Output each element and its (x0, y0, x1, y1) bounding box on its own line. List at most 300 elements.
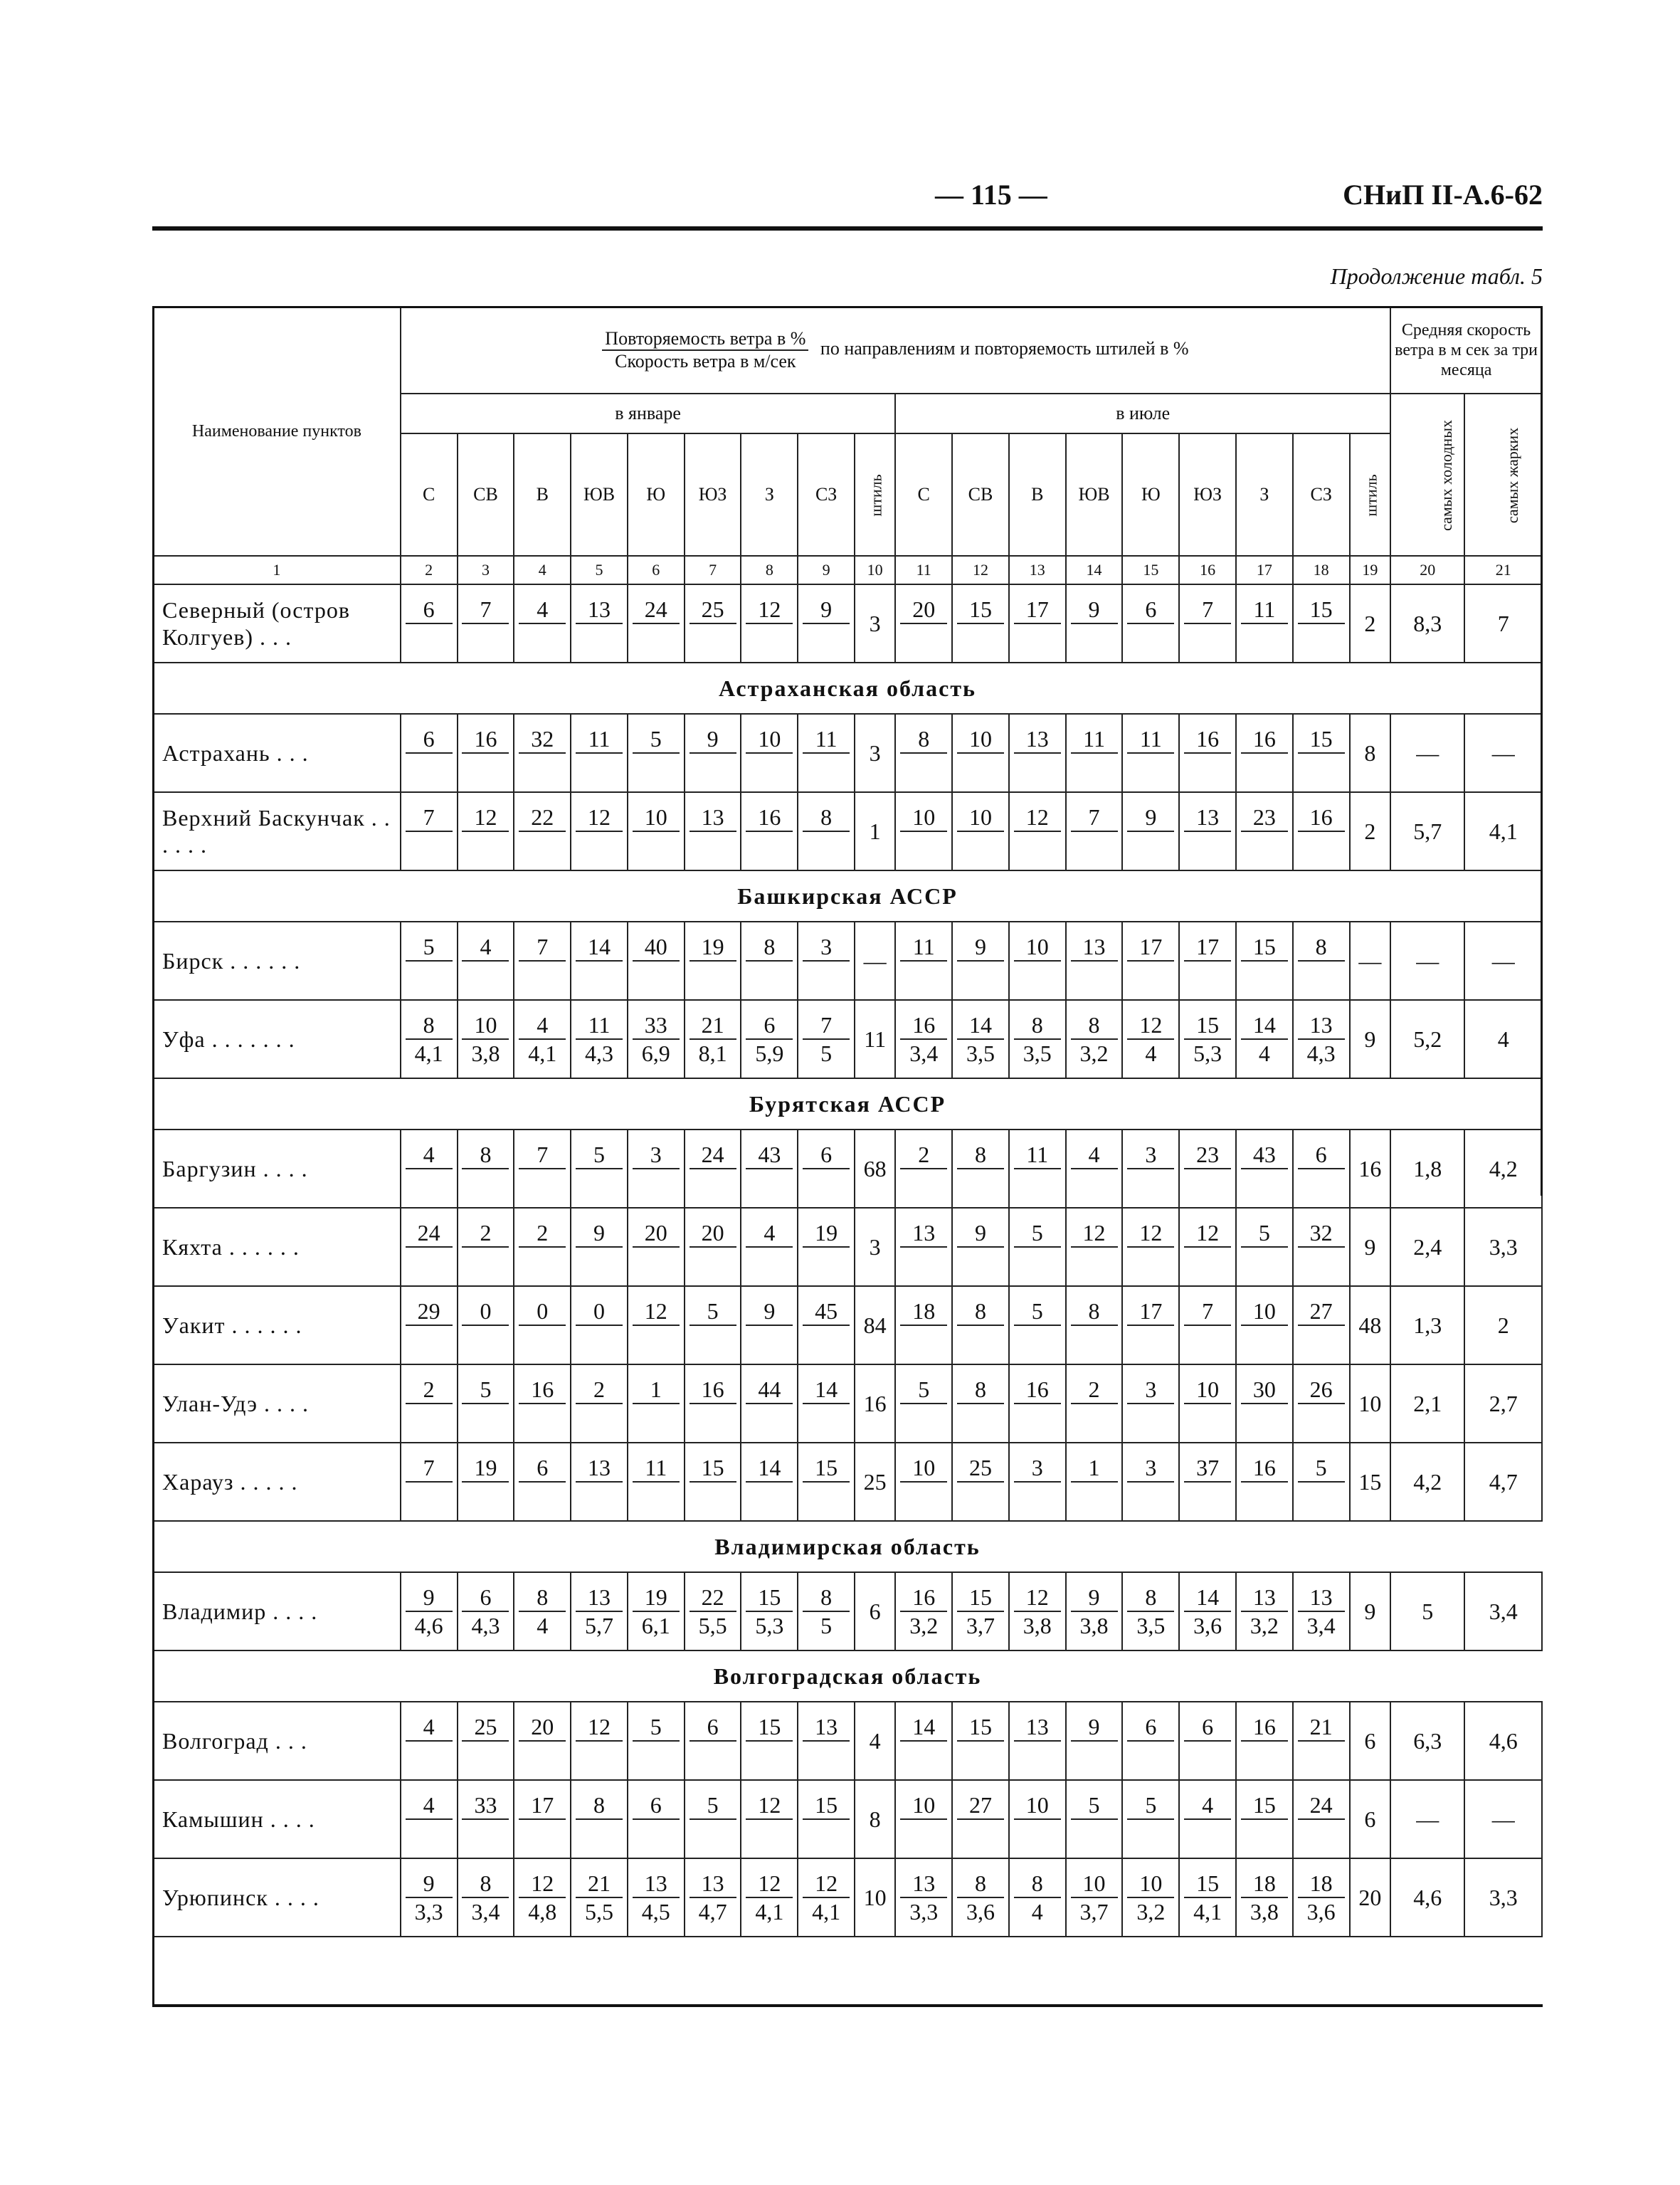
fraction (406, 1713, 453, 1769)
jan-direction-cell (741, 1572, 798, 1650)
fraction (1298, 1870, 1345, 1925)
repeatability-value: 7 (519, 933, 566, 962)
jan-direction-cell (514, 1572, 571, 1650)
fraction (1298, 725, 1345, 781)
fraction (957, 725, 1004, 781)
speed-value (690, 754, 736, 781)
repeatability-value: 10 (1071, 1870, 1118, 1898)
repeatability-value: 13 (576, 1584, 623, 1612)
fraction (1184, 1219, 1231, 1275)
fraction (462, 1376, 509, 1431)
repeatability-value: 8 (803, 804, 850, 832)
jan-calm-value: 10 (855, 1858, 895, 1937)
repeatability-value: 21 (576, 1870, 623, 1898)
speed-value (1241, 1326, 1288, 1353)
repeatability-value: 15 (803, 1791, 850, 1820)
speed-value (1184, 1326, 1231, 1353)
speed-value (957, 832, 1004, 859)
fraction (690, 1141, 736, 1196)
repeatability-value: 3 (1014, 1454, 1061, 1483)
speed-value (576, 832, 623, 859)
fraction (1014, 596, 1061, 651)
repeatability-value: 6 (406, 596, 453, 624)
speed-value (1014, 1248, 1061, 1275)
speed-value (576, 1248, 623, 1275)
jan-direction-cell (685, 922, 741, 1000)
name-header: Наименование пунктов (153, 307, 401, 556)
document-code: СНиП II-А.6-62 (1343, 179, 1543, 211)
fraction (746, 933, 793, 989)
fraction (957, 1713, 1004, 1769)
speed-value (1298, 1483, 1345, 1510)
repeatability-value: 8 (957, 1870, 1004, 1898)
jul-direction-cell (1009, 1443, 1066, 1521)
repeatability-value: 14 (746, 1454, 793, 1483)
speed-value: 4 (1031, 1899, 1043, 1925)
jan-direction-cell (798, 1000, 855, 1078)
coldest-speed-value: — (1390, 922, 1464, 1000)
station-row (153, 1780, 1542, 1858)
repeatability-value: 10 (1241, 1297, 1288, 1326)
fraction (633, 1219, 680, 1275)
jul-calm-value: 9 (1350, 1572, 1391, 1650)
repeatability-value: 10 (1127, 1870, 1174, 1898)
repeatability-value: 1 (1071, 1454, 1118, 1483)
fraction (1241, 1376, 1288, 1431)
speed-value (900, 962, 947, 989)
jul-direction-cell (952, 1780, 1009, 1858)
jan-direction-cell (628, 1208, 685, 1286)
speed-value: 4,7 (698, 1899, 727, 1925)
repeatability-value: 8 (1071, 1297, 1118, 1326)
jan-direction-cell (741, 1780, 798, 1858)
jan-direction-cell (571, 1364, 628, 1443)
jan-direction-cell (798, 1858, 855, 1937)
fraction (746, 1141, 793, 1196)
speed-value: 5,3 (755, 1613, 784, 1638)
fraction (900, 1584, 947, 1639)
jul-direction-cell (1179, 1702, 1236, 1780)
jul-calm-value: 2 (1350, 792, 1391, 870)
jan-direction-cell (401, 1130, 458, 1208)
repeatability-value: 2 (406, 1376, 453, 1404)
repeatability-value: 32 (519, 725, 566, 754)
fraction (633, 1297, 680, 1353)
speed-value (633, 754, 680, 781)
repeatability-value: 13 (1298, 1011, 1345, 1040)
jan-direction-cell (401, 792, 458, 870)
jul-direction-cell (1179, 714, 1236, 792)
repeatability-value: 4 (519, 1011, 566, 1040)
speed-value: 4,1 (528, 1041, 557, 1066)
jul-direction-cell (895, 1702, 952, 1780)
speed-value (1241, 624, 1288, 651)
fraction (633, 1011, 680, 1067)
repeatability-value: 8 (957, 1376, 1004, 1404)
speed-value (1014, 1483, 1061, 1510)
fraction (406, 804, 453, 859)
jan-direction-cell (571, 1572, 628, 1650)
fraction (900, 1219, 947, 1275)
repeatability-value: 24 (690, 1141, 736, 1169)
repeatability-value: 8 (803, 1584, 850, 1612)
jan-direction-cell (685, 584, 741, 663)
fraction (1241, 1011, 1288, 1067)
speed-value (1298, 1742, 1345, 1769)
repeatability-value: 5 (633, 1713, 680, 1742)
speed-value (1071, 1404, 1118, 1431)
repeatability-value: 23 (1184, 1141, 1231, 1169)
repeatability-value: 4 (406, 1141, 453, 1169)
jan-direction-cell (514, 1130, 571, 1208)
hottest-months-header (1464, 394, 1542, 556)
fraction (1014, 1141, 1061, 1196)
jul-direction-cell (952, 1443, 1009, 1521)
column-number-2: 2 (401, 556, 458, 584)
speed-value: 3,5 (1023, 1041, 1052, 1066)
speed-value (690, 1169, 736, 1196)
station-name: Камышин . . . . (153, 1780, 401, 1858)
repeatability-value: 18 (1298, 1870, 1345, 1898)
fraction (1071, 1584, 1118, 1639)
jul-direction-cell (1293, 584, 1350, 663)
repeatability-value: 14 (1184, 1584, 1231, 1612)
page-header (152, 178, 1543, 221)
fraction (633, 725, 680, 781)
speed-value (1014, 832, 1061, 859)
repeatability-value: 22 (690, 1584, 736, 1612)
column-number-9: 9 (798, 556, 855, 584)
jul-direction-cell (1293, 1702, 1350, 1780)
fraction (633, 1870, 680, 1925)
repeatability-value: 19 (633, 1584, 680, 1612)
speed-value (519, 1326, 566, 1353)
jan-direction-cell (458, 922, 514, 1000)
repeatability-value: 12 (519, 1870, 566, 1898)
jan-calm-value: 68 (855, 1130, 895, 1208)
fraction (406, 1870, 453, 1925)
fraction (462, 1870, 509, 1925)
direction-header-jan-2: СВ (458, 433, 514, 556)
jan-direction-cell (628, 1364, 685, 1443)
fraction (1014, 1376, 1061, 1431)
column-number-21: 21 (1464, 556, 1542, 584)
repeatability-value: 13 (803, 1713, 850, 1742)
jul-direction-cell (1179, 792, 1236, 870)
repeatability-value: 16 (690, 1376, 736, 1404)
coldest-speed-value: 2,1 (1390, 1364, 1464, 1443)
jul-direction-cell (1293, 714, 1350, 792)
repeatability-value: 5 (462, 1376, 509, 1404)
fraction (519, 804, 566, 859)
coldest-speed-value: 6,3 (1390, 1702, 1464, 1780)
column-number-5: 5 (571, 556, 628, 584)
repeatability-value: 12 (462, 804, 509, 832)
fraction (746, 1376, 793, 1431)
speed-value (746, 1169, 793, 1196)
speed-value: 3,8 (1023, 1613, 1052, 1638)
jan-direction-cell (458, 1702, 514, 1780)
station-row (153, 714, 1542, 792)
column-number-1: 1 (153, 556, 401, 584)
jul-direction-cell (1122, 714, 1179, 792)
hottest-speed-value: 3,3 (1464, 1208, 1542, 1286)
jul-direction-cell (1179, 1286, 1236, 1364)
speed-value (462, 962, 509, 989)
station-row (153, 1208, 1542, 1286)
jan-direction-cell (571, 714, 628, 792)
jul-direction-cell (1009, 922, 1066, 1000)
jul-direction-cell (1009, 1208, 1066, 1286)
fraction (957, 1297, 1004, 1353)
repeatability-value: 23 (1241, 804, 1288, 832)
repeatability-value: 11 (1071, 725, 1118, 754)
repeatability-value: 9 (746, 1297, 793, 1326)
speed-value (1298, 754, 1345, 781)
speed-value (1298, 1820, 1345, 1847)
jul-direction-cell (952, 1702, 1009, 1780)
repeatability-value: 24 (1298, 1791, 1345, 1820)
repeatability-value: 11 (1241, 596, 1288, 624)
jul-direction-cell (1122, 1572, 1179, 1650)
repeatability-value: 43 (746, 1141, 793, 1169)
fraction (1071, 596, 1118, 651)
speed-value: 5 (820, 1041, 833, 1066)
fraction (957, 1011, 1004, 1067)
fraction (1127, 725, 1174, 781)
jul-calm-value: 9 (1350, 1000, 1391, 1078)
speed-value (519, 624, 566, 651)
jan-direction-cell (741, 1858, 798, 1937)
july-header: в июле (895, 394, 1390, 433)
fraction (633, 933, 680, 989)
speed-value (1127, 1742, 1174, 1769)
jul-direction-cell (1122, 584, 1179, 663)
jul-direction-cell (1066, 584, 1123, 663)
direction-header-jan-1: С (401, 433, 458, 556)
fraction (576, 1454, 623, 1510)
jul-direction-cell (895, 1443, 952, 1521)
fraction (1071, 933, 1118, 989)
speed-value: 4,8 (528, 1899, 557, 1925)
speed-value (1014, 624, 1061, 651)
speed-value (957, 624, 1004, 651)
repeatability-value: 43 (1241, 1141, 1288, 1169)
jul-direction-cell (1236, 1208, 1293, 1286)
speed-value (803, 1326, 850, 1353)
fraction (1298, 1141, 1345, 1196)
speed-value (519, 832, 566, 859)
repeatability-value: 16 (1241, 725, 1288, 754)
repeatability-value: 8 (957, 1297, 1004, 1326)
jul-direction-cell (1179, 1780, 1236, 1858)
repeatability-value: 2 (1071, 1376, 1118, 1404)
region-title: Волгоградская область (153, 1650, 1542, 1702)
speed-value (900, 624, 947, 651)
fraction (746, 1297, 793, 1353)
jan-direction-cell (741, 1702, 798, 1780)
fraction (1298, 596, 1345, 651)
repeatability-value: 0 (576, 1297, 623, 1326)
speed-value (746, 1404, 793, 1431)
fraction (1127, 1454, 1174, 1510)
fraction (803, 1297, 850, 1353)
jan-direction-cell (628, 1130, 685, 1208)
speed-value (462, 1483, 509, 1510)
fraction (803, 1791, 850, 1847)
coldest-speed-value: 4,2 (1390, 1443, 1464, 1521)
fraction (633, 1791, 680, 1847)
repeatability-value: 5 (1127, 1791, 1174, 1820)
table-caption: Продолжение табл. 5 (1330, 263, 1543, 289)
jul-direction-cell (1236, 1286, 1293, 1364)
repeatability-value: 12 (746, 1791, 793, 1820)
fraction (519, 596, 566, 651)
fraction (1184, 596, 1231, 651)
jan-direction-cell (628, 1286, 685, 1364)
jan-direction-cell (741, 922, 798, 1000)
jan-direction-cell (458, 1443, 514, 1521)
speed-value (1298, 1248, 1345, 1275)
jul-direction-cell (1009, 1000, 1066, 1078)
speed-value (1184, 1169, 1231, 1196)
repeatability-value: 10 (633, 804, 680, 832)
speed-value: 3,5 (966, 1041, 995, 1066)
jul-direction-cell (1293, 1286, 1350, 1364)
speed-value (633, 624, 680, 651)
frame-top-rule (152, 306, 1543, 308)
jul-direction-cell (895, 1000, 952, 1078)
jul-calm-value: 6 (1350, 1780, 1391, 1858)
jul-direction-cell (895, 792, 952, 870)
speed-value (1184, 1742, 1231, 1769)
repeatability-value: 16 (746, 804, 793, 832)
repeatability-value: 20 (900, 596, 947, 624)
repeatability-value: 15 (1298, 596, 1345, 624)
region-title: Башкирская АССР (153, 870, 1542, 922)
jul-direction-cell (1236, 1780, 1293, 1858)
jan-direction-cell (685, 1780, 741, 1858)
jan-direction-cell (514, 792, 571, 870)
jul-direction-cell (1179, 922, 1236, 1000)
speed-value (1014, 754, 1061, 781)
fraction (746, 1713, 793, 1769)
speed-value (1184, 1248, 1231, 1275)
jan-direction-cell (798, 922, 855, 1000)
speed-value (957, 1483, 1004, 1510)
repeatability-value: 6 (519, 1454, 566, 1483)
speed-value (519, 1169, 566, 1196)
repeatability-value: 8 (746, 933, 793, 962)
speed-value (1241, 832, 1288, 859)
speed-value (462, 1326, 509, 1353)
repeatability-fraction (602, 328, 808, 372)
hottest-speed-value: 3,3 (1464, 1858, 1542, 1937)
speed-value (803, 1169, 850, 1196)
repeatability-value: 14 (957, 1011, 1004, 1040)
repeatability-value: 15 (957, 1584, 1004, 1612)
speed-value: 4,1 (812, 1899, 841, 1925)
speed-value (633, 1326, 680, 1353)
jul-direction-cell (1122, 1286, 1179, 1364)
speed-value (406, 1742, 453, 1769)
jul-direction-cell (952, 1286, 1009, 1364)
speed-value (690, 962, 736, 989)
speed-value: 3,2 (1136, 1899, 1166, 1925)
speed-value (957, 1326, 1004, 1353)
speed-value (900, 754, 947, 781)
fraction (803, 1219, 850, 1275)
direction-header-jul-7: З (1236, 433, 1293, 556)
speed-value (690, 1820, 736, 1847)
jul-direction-cell (1236, 792, 1293, 870)
repeatability-value: 15 (746, 1584, 793, 1612)
jul-direction-cell (1066, 1858, 1123, 1937)
column-number-16: 16 (1179, 556, 1236, 584)
jan-direction-cell (514, 1286, 571, 1364)
fraction (900, 1454, 947, 1510)
repeatability-value: 17 (1184, 933, 1231, 962)
jul-direction-cell (1293, 922, 1350, 1000)
fraction (690, 725, 736, 781)
repeatability-value: 13 (1241, 1584, 1288, 1612)
fraction (1241, 596, 1288, 651)
speed-value (957, 1404, 1004, 1431)
station-name: Улан-Удэ . . . . (153, 1364, 401, 1443)
jan-direction-cell (741, 714, 798, 792)
repeatability-value: 14 (576, 933, 623, 962)
jan-direction-cell (514, 1000, 571, 1078)
jan-direction-cell (571, 584, 628, 663)
repeatability-value: 10 (1014, 933, 1061, 962)
speed-value (690, 1248, 736, 1275)
speed-value (519, 754, 566, 781)
speed-value (690, 1742, 736, 1769)
speed-value: 3,8 (1250, 1899, 1279, 1925)
speed-value (633, 962, 680, 989)
repeatability-value: 5 (633, 725, 680, 754)
speed-value (803, 754, 850, 781)
repeatability-value: 16 (1298, 804, 1345, 832)
repeatability-value: 13 (633, 1870, 680, 1898)
jul-direction-cell (1066, 792, 1123, 870)
repeatability-value: 7 (462, 596, 509, 624)
fraction (1071, 1713, 1118, 1769)
repeatability-value: 6 (1184, 1713, 1231, 1742)
speed-value (406, 1248, 453, 1275)
repeatability-value: 4 (746, 1219, 793, 1248)
station-row (153, 1572, 1542, 1650)
speed-value (900, 1169, 947, 1196)
frame-bottom-rule (152, 2004, 1543, 2007)
hottest-speed-value: 2 (1464, 1286, 1542, 1364)
column-number-7: 7 (685, 556, 741, 584)
jan-direction-cell (685, 1364, 741, 1443)
fraction (1241, 1870, 1288, 1925)
fraction (1127, 933, 1174, 989)
hottest-months-label: самых жарких (1504, 427, 1522, 524)
speed-value (519, 1742, 566, 1769)
jan-direction-cell (685, 714, 741, 792)
repeatability-value: 14 (803, 1376, 850, 1404)
fraction (900, 1141, 947, 1196)
fraction (1298, 1791, 1345, 1847)
repeatability-value: 21 (1298, 1713, 1345, 1742)
fraction (1071, 1376, 1118, 1431)
repeatability-value: 30 (1241, 1376, 1288, 1404)
jan-direction-cell (514, 1858, 571, 1937)
repeatability-value: 8 (1071, 1011, 1118, 1040)
